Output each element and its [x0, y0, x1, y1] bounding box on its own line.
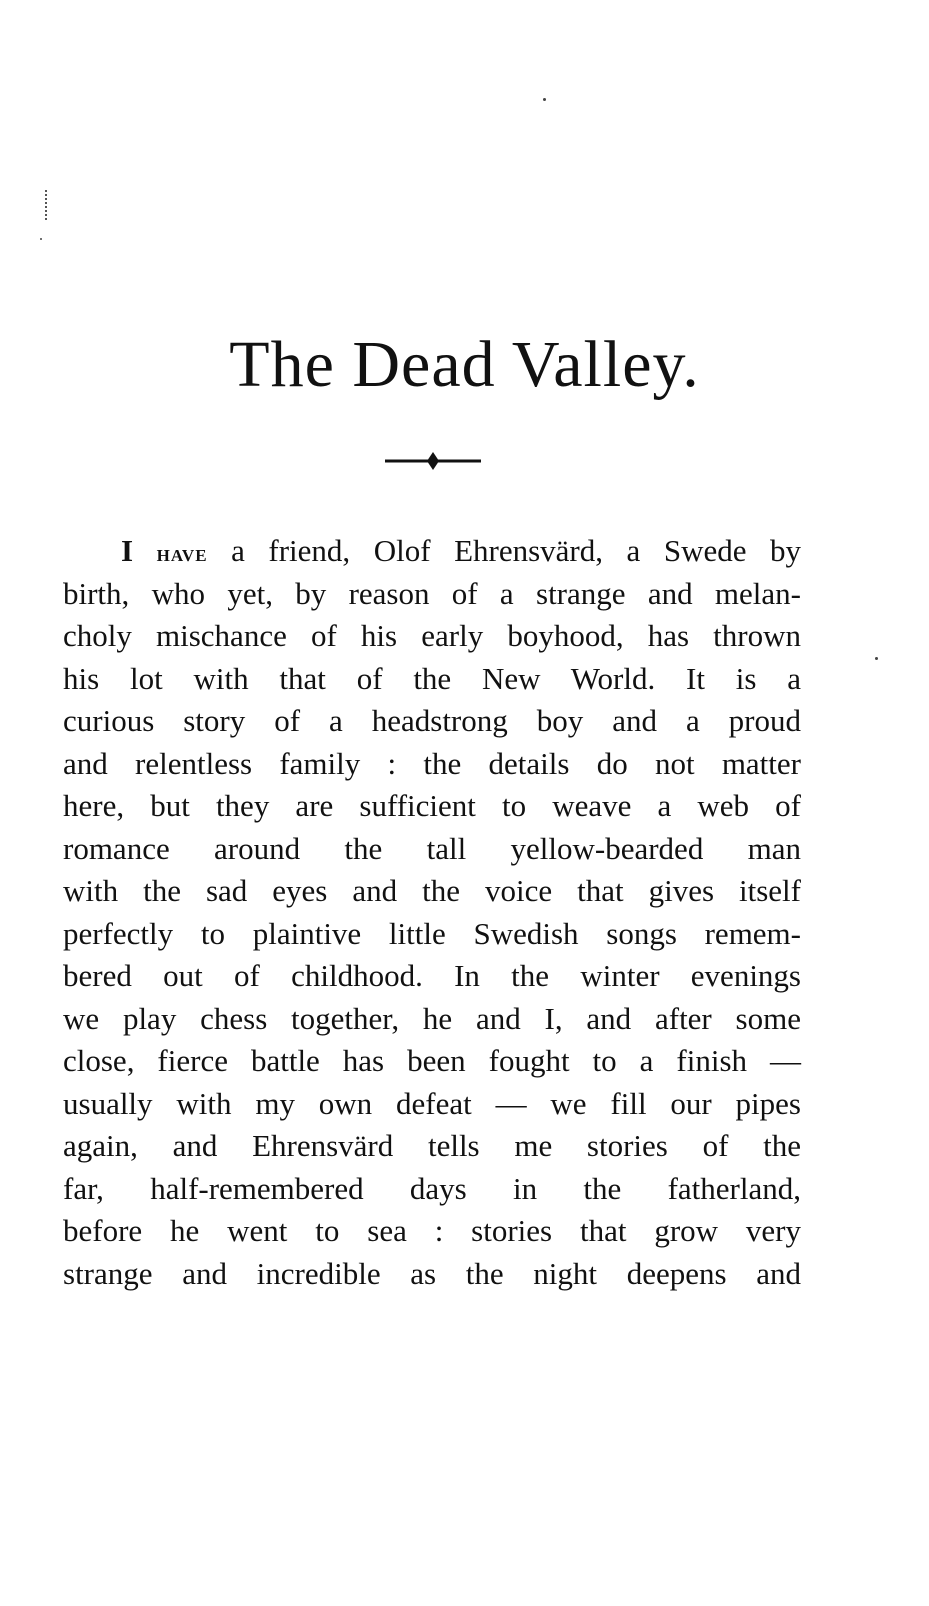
text-line: usually with my own defeat — we fill our pipes: [63, 1085, 801, 1121]
text-line: again, and Ehrensvärd tells me stories of the: [63, 1128, 801, 1163]
text-line: with the sad eyes and the voice that gives itself: [63, 873, 801, 908]
text-line: strange and incredible as the night deepens and: [63, 1255, 801, 1291]
opening-smallcaps: have: [156, 540, 208, 567]
text-line: [63, 530, 801, 573]
text-line: far, half-remembered days in the fatherland,: [63, 1170, 801, 1206]
opening-word: I: [121, 533, 134, 568]
text-line: choly mischance of his early boyhood, has thrown: [63, 618, 801, 653]
text-line: here, but they are sufficient to weave a web of: [63, 788, 801, 823]
text-line-content: a friend, Olof Ehrensvärd, a Swede by: [207, 533, 802, 568]
body-text: [63, 530, 801, 1295]
text-line: bered out of childhood. In the winter evenings: [63, 958, 801, 993]
text-line: and relentless family : the details do not matter: [63, 745, 801, 781]
text-line: romance around the tall yellow-bearded man: [63, 830, 801, 866]
text-line: before he went to sea : stories that grow very: [63, 1213, 801, 1248]
print-speck: [875, 657, 878, 660]
print-speck: [543, 98, 546, 101]
ornament-divider-icon: [385, 448, 481, 474]
text-line: close, fierce battle has been fought to a finish —: [63, 1043, 801, 1078]
chapter-title: The Dead Valley.: [229, 328, 700, 401]
text-line: birth, who yet, by reason of a strange and melan-: [63, 575, 801, 611]
print-speck: [40, 238, 42, 240]
print-speck: [45, 190, 49, 220]
text-line: perfectly to plaintive little Swedish songs remem-: [63, 915, 801, 951]
text-line: we play chess together, he and I, and after some: [63, 1000, 801, 1036]
text-line: curious story of a headstrong boy and a proud: [63, 703, 801, 738]
text-line: his lot with that of the New World. It is a: [63, 660, 801, 696]
